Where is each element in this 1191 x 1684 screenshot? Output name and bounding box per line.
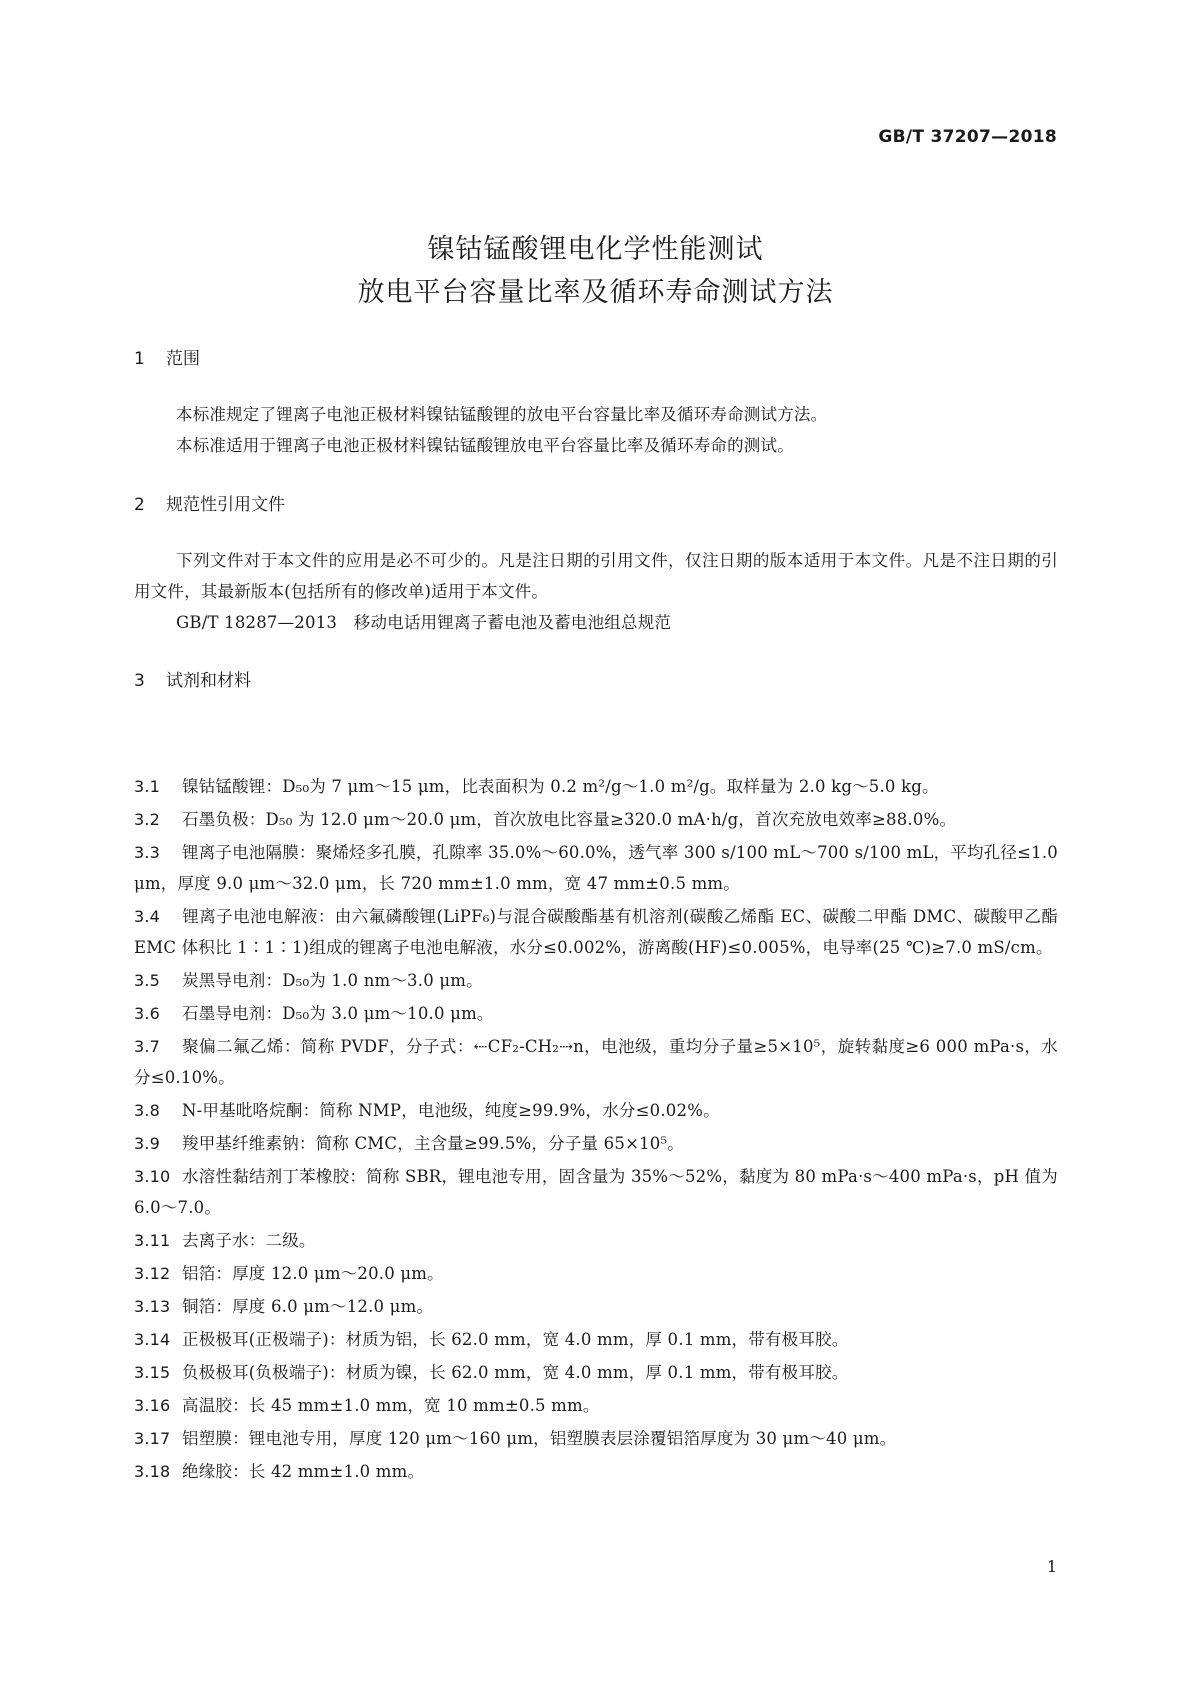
item-text: 锂离子电池电解液：由六氟磷酸锂(LiPF₆)与混合碳酸酯基有机溶剂(碳酸乙烯酯 EC、碳酸二甲酯 DMC、碳酸甲乙酯 EMC 体积比 1∶1∶1)组成的锂离子电池电解液，水分≤0.002%，游离酸(HF)≤0.005%，电导率(25 ℃)≥7.0 mS/cm。 <box>134 907 1058 957</box>
list-item <box>134 1423 1058 1454</box>
item-number: 3.18 <box>134 1462 171 1481</box>
item-text: 去离子水：二级。 <box>182 1231 316 1250</box>
section-title: 范围 <box>166 349 200 369</box>
item-number: 3.14 <box>134 1330 171 1349</box>
section-title: 试剂和材料 <box>166 671 251 691</box>
item-number: 3.11 <box>134 1231 171 1250</box>
list-item <box>134 1095 1058 1126</box>
item-text: 石墨导电剂：D₅₀为 3.0 μm～10.0 μm。 <box>182 1004 494 1023</box>
list-item <box>134 998 1058 1029</box>
item-text: 高温胶：长 45 mm±1.0 mm，宽 10 mm±0.5 mm。 <box>182 1396 600 1415</box>
list-item <box>134 1225 1058 1256</box>
list-item <box>134 1031 1058 1093</box>
list-item <box>134 1258 1058 1289</box>
item-number: 3.2 <box>134 810 161 829</box>
reagent-list <box>134 771 1058 1489</box>
list-item <box>134 1390 1058 1421</box>
section-number: 3 <box>134 671 145 691</box>
document-title <box>0 228 1191 314</box>
item-text: 炭黑导电剂：D₅₀为 1.0 nm～3.0 μm。 <box>182 971 483 990</box>
list-item <box>134 804 1058 835</box>
list-item <box>134 1291 1058 1322</box>
section-number: 2 <box>134 495 145 515</box>
item-text: 羧甲基纤维素钠：简称 CMC，主含量≥99.5%，分子量 65×10⁵。 <box>182 1134 685 1153</box>
section-heading-reagents <box>134 670 251 692</box>
paragraph: 下列文件对于本文件的应用是必不可少的。凡是注日期的引用文件，仅注日期的版本适用于本文件。凡是不注日期的引用文件，其最新版本(包括所有的修改单)适用于本文件。 <box>134 551 1058 601</box>
item-number: 3.4 <box>134 907 161 926</box>
paragraph: 本标准适用于锂离子电池正极材料镍钴锰酸锂放电平台容量比率及循环寿命的测试。 <box>176 436 794 455</box>
item-text: 铝塑膜：锂电池专用，厚度 120 μm～160 μm，铝塑膜表层涂覆铝箔厚度为 30 μm～40 μm。 <box>182 1429 897 1448</box>
item-number: 3.13 <box>134 1297 171 1316</box>
section-heading-scope <box>134 348 200 370</box>
item-number: 3.17 <box>134 1429 171 1448</box>
item-number: 3.9 <box>134 1134 161 1153</box>
item-text: 铜箔：厚度 6.0 μm～12.0 μm。 <box>182 1297 434 1316</box>
item-number: 3.8 <box>134 1101 161 1120</box>
item-text: 绝缘胶：长 42 mm±1.0 mm。 <box>182 1462 425 1481</box>
title-line-1: 镍钴锰酸锂电化学性能测试 <box>427 234 764 265</box>
title-line-2: 放电平台容量比率及循环寿命测试方法 <box>357 277 834 308</box>
list-item <box>134 837 1058 899</box>
list-item <box>134 1161 1058 1223</box>
item-text: 镍钴锰酸锂：D₅₀为 7 μm～15 μm，比表面积为 0.2 m²/g～1.0 m²/g。取样量为 2.0 kg～5.0 kg。 <box>182 777 939 796</box>
page-number: 1 <box>1046 1557 1057 1576</box>
item-number: 3.12 <box>134 1264 171 1283</box>
item-text: 铝箔：厚度 12.0 μm～20.0 μm。 <box>182 1264 444 1283</box>
list-item <box>134 965 1058 996</box>
item-text: 负极极耳(负极端子)：材质为镍，长 62.0 mm，宽 4.0 mm，厚 0.1 mm，带有极耳胶。 <box>182 1363 849 1382</box>
section-number: 1 <box>134 349 145 369</box>
section-heading-normative-references <box>134 494 285 516</box>
item-text: N-甲基吡咯烷酮：简称 NMP，电池级，纯度≥99.9%，水分≤0.02%。 <box>182 1101 720 1120</box>
list-item <box>134 1456 1058 1487</box>
list-item <box>134 1324 1058 1355</box>
item-number: 3.1 <box>134 777 161 796</box>
item-number: 3.7 <box>134 1037 161 1056</box>
item-text: 石墨负极：D₅₀ 为 12.0 μm～20.0 μm，首次放电比容量≥320.0 mA·h/g，首次充放电效率≥88.0%。 <box>182 810 957 829</box>
paragraph: 本标准规定了锂离子电池正极材料镍钴锰酸锂的放电平台容量比率及循环寿命测试方法。 <box>176 405 828 424</box>
list-item <box>134 771 1058 802</box>
item-number: 3.15 <box>134 1363 171 1382</box>
section-title: 规范性引用文件 <box>166 495 285 515</box>
section-body-references <box>134 545 1058 638</box>
item-text: 水溶性黏结剂丁苯橡胶：简称 SBR，锂电池专用，固含量为 35%～52%，黏度为 80 mPa·s～400 mPa·s，pH 值为 6.0～7.0。 <box>134 1167 1058 1217</box>
reference-entry: GB/T 18287—2013 移动电话用锂离子蓄电池及蓄电池组总规范 <box>176 613 672 632</box>
item-number: 3.5 <box>134 971 161 990</box>
standard-id: GB/T 37207—2018 <box>878 127 1057 147</box>
section-body-scope <box>134 399 1058 461</box>
item-number: 3.10 <box>134 1167 171 1186</box>
list-item <box>134 901 1058 963</box>
item-number: 3.3 <box>134 843 161 862</box>
item-number: 3.16 <box>134 1396 171 1415</box>
list-item <box>134 1128 1058 1159</box>
item-number: 3.6 <box>134 1004 161 1023</box>
item-text: 锂离子电池隔膜：聚烯烃多孔膜，孔隙率 35.0%～60.0%，透气率 300 s/100 mL～700 s/100 mL，平均孔径≤1.0 μm，厚度 9.0 μm～32.0 μm，长 720 mm±1.0 mm，宽 47 mm±0.5 mm。 <box>134 843 1058 893</box>
item-text: 正极极耳(正极端子)：材质为铝，长 62.0 mm，宽 4.0 mm，厚 0.1 mm，带有极耳胶。 <box>182 1330 849 1349</box>
list-item <box>134 1357 1058 1388</box>
item-text: 聚偏二氟乙烯：简称 PVDF，分子式：⇠CF₂-CH₂⇢n，电池级，重均分子量≥5×10⁵，旋转黏度≥6 000 mPa·s，水分≤0.10%。 <box>134 1037 1058 1087</box>
